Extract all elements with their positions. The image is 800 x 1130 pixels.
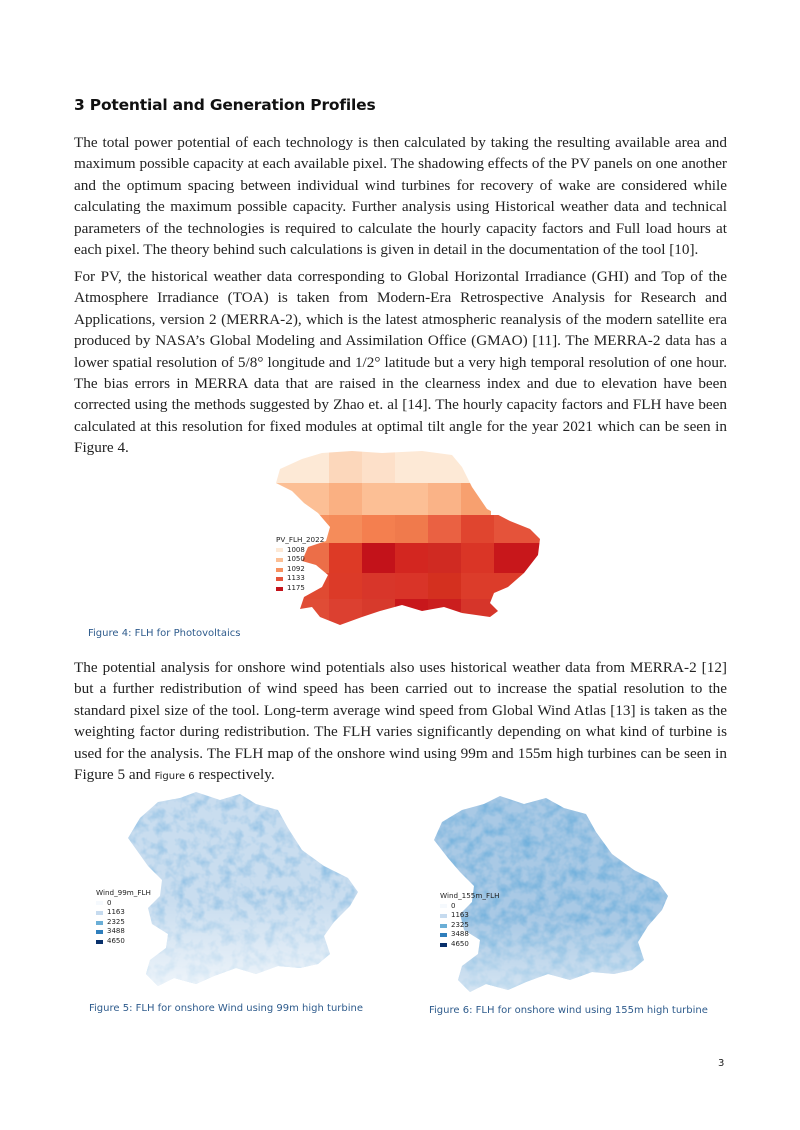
figure-5-caption: Figure 5: FLH for onshore Wind using 99m high turbine (89, 1003, 364, 1014)
legend-swatch (276, 568, 283, 572)
legend-swatch (96, 940, 103, 944)
legend-label: 1133 (287, 574, 305, 583)
legend-entry (440, 940, 500, 950)
legend-label: 1092 (287, 564, 305, 573)
legend-swatch (440, 924, 447, 928)
legend-label: 0 (451, 901, 456, 910)
legend-entry (96, 937, 151, 947)
legend-swatch (440, 914, 447, 918)
legend-swatch (96, 921, 103, 925)
page-number: 3 (718, 1058, 725, 1069)
legend-label: 1175 (287, 583, 305, 592)
legend-swatch (96, 911, 103, 915)
paragraph-pv-weather-data: For PV, the historical weather data corresponding to Global Horizontal Irradiance (GHI) and Top of the Atmosphere Irradiance (TOA) is taken from Modern-Era Retrospective Analysis for Research and Applications, version 2 (MERRA-2), which is the latest atmospheric reanalysis of the modern satellite era produced by NASA’s Global Modeling and Assimilation Office (GMAO) [11]. The MERRA-2 data has a lower spatial resolution of 5/8° longitude and 1/2° latitude but a very high temporal resolution of one hour. The bias errors in MERRA data that are raised in the clearness index and due to elevation have been corrected using the methods suggested by Zhao et. al [14]. The hourly capacity factors and FLH have been calculated at this resolution for fixed modules at optimal tilt angle for the year 2021 which can be seen in Figure 4. (74, 268, 727, 457)
legend-label: 1163 (451, 911, 469, 920)
legend-label: 1008 (287, 545, 305, 554)
section-heading: 3 Potential and Generation Profiles (74, 96, 376, 114)
legend-label: 3488 (107, 927, 125, 936)
legend-label: 4650 (107, 936, 125, 945)
legend-entry (276, 584, 324, 594)
figure-6-reference: Figure 6 (154, 771, 195, 783)
legend-swatch (276, 577, 283, 581)
legend-swatch (276, 558, 283, 562)
legend-swatch (96, 901, 103, 905)
legend-entry (440, 930, 500, 940)
legend-label: 4650 (451, 939, 469, 948)
legend-entry (276, 546, 324, 556)
legend-title: Wind_155m_FLH (440, 891, 500, 900)
legend-label: 1050 (287, 555, 305, 564)
legend-swatch (276, 548, 283, 552)
legend-label: 0 (107, 898, 112, 907)
pv-flh-legend (276, 535, 324, 594)
legend-title: Wind_99m_FLH (96, 888, 151, 897)
legend-swatch (440, 943, 447, 947)
wind-99m-legend (96, 888, 151, 947)
paragraph-capacity-potential: The total power potential of each technology is then calculated by taking the resulting available area and maximum possible capacity at each available pixel. The shadowing effects of the PV panels on one another and the optimum spacing between individual wind turbines for recovery of wake are considered while calculating the maximum possible capacity. Further analysis using Historical weather data and technical parameters of the technologies is required to calculate the hourly capacity factors and Full load hours at each pixel. The theory behind such calculations is given in detail in the documentation of the tool [10]. (74, 134, 727, 259)
legend-entry (276, 565, 324, 575)
legend-title: PV_FLH_2022 (276, 535, 325, 544)
paragraph-text: The potential analysis for onshore wind potentials also uses historical weather data from MERRA-2 [12] but a further redistribution of wind speed has been carried out to increase the spatial resolution to the standard pixel size of the tool. Long-term average wind speed from Global Wind Atlas [13] is taken as the weighting factor during redistribution. The FLH varies significantly depending on what kind of turbine is used for the analysis. The FLH map of the onshore wind using 99m and 155m high turbines can be seen in Figure 5 and (74, 659, 727, 784)
legend-entry (96, 908, 151, 918)
legend-swatch (276, 587, 283, 591)
legend-entry (276, 555, 324, 565)
legend-entry (440, 921, 500, 931)
figure-6-caption: Figure 6: FLH for onshore wind using 155m high turbine (429, 1005, 708, 1016)
legend-entry (440, 902, 500, 912)
legend-swatch (440, 904, 447, 908)
legend-entry (96, 927, 151, 937)
legend-label: 2325 (107, 917, 125, 926)
paragraph-tail: respectively. (194, 766, 275, 784)
legend-label: 3488 (451, 930, 469, 939)
legend-entry (96, 918, 151, 928)
legend-entry (96, 899, 151, 909)
legend-entry (440, 911, 500, 921)
figure-4-caption: Figure 4: FLH for Photovoltaics (88, 628, 241, 639)
legend-swatch (440, 933, 447, 937)
legend-label: 2325 (451, 920, 469, 929)
legend-swatch (96, 930, 103, 934)
paragraph-onshore-wind (74, 657, 727, 787)
legend-label: 1163 (107, 908, 125, 917)
wind-155m-legend (440, 891, 500, 950)
legend-entry (276, 574, 324, 584)
